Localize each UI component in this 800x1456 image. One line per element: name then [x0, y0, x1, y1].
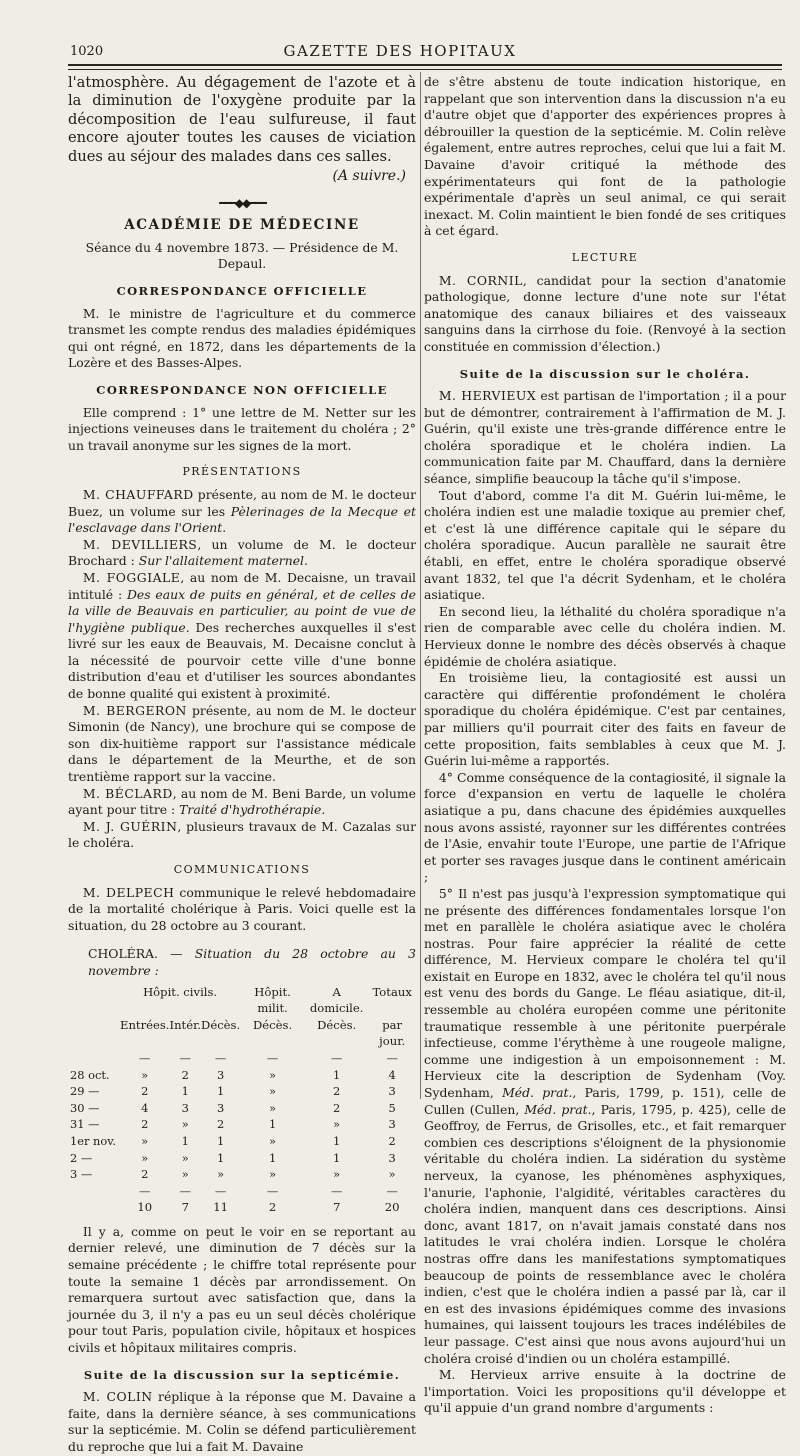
- table-cell: 2: [141, 1117, 149, 1132]
- table-total-cell: 7: [181, 1200, 189, 1215]
- presentation-foggiale: M. FOGGIALE, au nom de M. Decaisne, un travail intitulé : Des eaux de puits en général, et de celles de la ville de Beauvais en particulier, au point de vue de l'hygiène publique. Des recherches auxquelles il s'est livré sur les eaux de Beauvais, M. Decaisne conclut à la nécessité de pourvoir cette ville d'une bonne distribution d'eau et d'utiliser les sources abondantes de bonne qualité qui existent à proximité.: [68, 569, 417, 702]
- corr-officielle-paragraph: M. le ministre de l'agriculture et du commerce transmet les compte rendus des maladies épidémiques qui ont régné, en 1872, dans les départements de la Lozère et des Basses-Alpes.: [68, 305, 416, 371]
- table-cell: »: [141, 1150, 149, 1165]
- table-cell: »: [181, 1150, 189, 1165]
- table-cell: »: [217, 1167, 225, 1182]
- table-cell: —: [266, 1050, 279, 1065]
- paragraph-troisieme-lieu: En troisième lieu, la contagiosité est aussi un caractère qui différentie profondément le choléra sporadique du choléra épidémique. C'est par centaines, par milliers qu'il pourrait citer des faits en faveur de cette proposition, faits semblables à ceux que M. J. Guérin lui-même a rapportés.: [424, 670, 786, 769]
- lecture-heading: LECTURE: [571, 250, 639, 264]
- table-cell: 2: [141, 1084, 149, 1099]
- corr-non-officielle-heading: CORRESPONDANCE NON OFFICIELLE: [96, 382, 388, 397]
- presentation-chauffard: M. CHAUFFARD présente, au nom de M. le docteur Buez, un volume sur les Pèlerinages de la Mecque et l'esclavage dans l'Orient.: [68, 486, 417, 536]
- table-cell: 1: [216, 1084, 225, 1099]
- right-column: [424, 74, 786, 1417]
- seance-line: Séance du 4 novembre 1873. — Présidence de M. Depaul.: [85, 239, 399, 272]
- table-header-cell: Décès.: [253, 1017, 293, 1032]
- table-row: [68, 1150, 416, 1167]
- table-date-cell: 28 oct.: [70, 1067, 110, 1082]
- table-cell: —: [214, 1183, 227, 1198]
- table-cell: 3: [388, 1150, 396, 1165]
- speaker-name: M. CHAUFFARD: [82, 486, 194, 502]
- table-cell: 1: [181, 1133, 189, 1148]
- speaker-name: M. DEVILLIERS: [82, 536, 198, 552]
- table-cell: 1: [333, 1067, 341, 1082]
- table-total-cell: 7: [332, 1200, 341, 1215]
- speaker-name: M. CORNIL: [438, 272, 523, 288]
- table-cell: »: [333, 1167, 341, 1182]
- table-date-cell: 31 —: [70, 1117, 100, 1132]
- table-cell: —: [266, 1183, 279, 1198]
- table-cell: —: [214, 1050, 227, 1065]
- table-cell: 2: [333, 1100, 341, 1115]
- table-subheader-row: [68, 1017, 416, 1050]
- paragraph-final: M. Hervieux arrive ensuite à la doctrine de l'importation. Voici les propositions qu'il développe et qu'il appuie d'un grand nombre d'arguments :: [424, 1367, 786, 1416]
- table-cell: —: [139, 1050, 151, 1065]
- paragraph-second-lieu: En second lieu, la léthalité du choléra sporadique n'a rien de comparable avec celle du choléra indien. M. Hervieux donne le nombre des décès observés à chaque épidémie de choléra asiatique.: [424, 603, 786, 669]
- page-number: 1020: [70, 44, 104, 59]
- table-cell: »: [269, 1084, 277, 1099]
- table-row: [68, 1133, 416, 1150]
- table-cell: [68, 1183, 120, 1200]
- table-cell: 2: [388, 1133, 396, 1148]
- table-cell: 1: [268, 1117, 277, 1132]
- academie-heading: ACADÉMIE DE MÉDECINE: [124, 217, 360, 234]
- table-header-cell: Intér.: [169, 1017, 202, 1032]
- table-cell: »: [141, 1067, 149, 1082]
- table-cell: »: [269, 1167, 277, 1182]
- table-cell: —: [179, 1183, 191, 1198]
- colin-paragraph: M. COLIN réplique à la réponse que M. Davaine a faite, dans la dernière séance, à ses communications sur la septicémie. M. Colin se défend particulièrement du reproche que lui a fait M. Davaine: [68, 1389, 416, 1454]
- hervieux-paragraph: M. HERVIEUX est partisan de l'importation ; il a pour but de démontrer, contrairement à l'affirmation de M. J. Guérin, qu'il existe une très-grande différence entre le choléra sporadique et le choléra indien. La communication faite par M. Chauffard, dans la dernière séance, simplifie beaucoup la tâche qu'il s'impose.: [424, 388, 786, 487]
- table-cell: »: [269, 1067, 277, 1082]
- cornil-paragraph: M. CORNIL, candidat pour la section d'anatomie pathologique, donne lecture d'une note sur l'état anatomique des canaux biliaires et des vaisseaux sanguins dans la cirrhose du foie. (Renvoyé à la section constituée en commission d'élection.): [424, 272, 787, 354]
- presentations-heading: PRÉSENTATIONS: [182, 465, 302, 479]
- table-header-cell: Décès.: [317, 1017, 357, 1032]
- table-row: [68, 1083, 416, 1100]
- table-header-cell: [68, 1017, 120, 1050]
- table-cell: »: [141, 1133, 149, 1148]
- table-header-cell: Décès.: [201, 1017, 241, 1032]
- journal-title: GAZETTE DES HOPITAUX: [283, 42, 517, 60]
- table-header-cell: Entrées.: [120, 1017, 170, 1032]
- table-header-cell: Totaux: [372, 984, 412, 999]
- table-caption: CHOLÉRA. — Situation du 28 octobre au 3 novembre :: [88, 946, 416, 978]
- cholera-discussion-heading: Suite de la discussion sur le choléra.: [459, 366, 751, 381]
- table-cell: 2: [181, 1067, 189, 1082]
- colin-continuation: de s'être abstenu de toute indication historique, en rappelant que son intervention dans la discussion n'a eu d'autre objet que d'apporter des expériences propres à débrouiller la question de la septicémie. M. Colin relève également, entre autres reproches, celui que lui a fait M. Davaine d'avoir critiqué la méthode des expérimentateurs qui font de la pathologie expérimentale d'après un seul animal, ce qui serait inexact. M. Colin maintient le bien fondé de ses critiques à cet égard.: [424, 74, 786, 239]
- table-cell: »: [388, 1167, 396, 1182]
- speaker-name: M. COLIN: [82, 1389, 153, 1405]
- table-total-cell: 2: [268, 1200, 277, 1215]
- table-cell: —: [179, 1050, 191, 1065]
- column-divider: [420, 72, 421, 1099]
- corr-officielle-heading: CORRESPONDANCE OFFICIELLE: [116, 284, 368, 298]
- table-cell: —: [386, 1050, 398, 1065]
- table-cell: —: [139, 1183, 151, 1198]
- corr-non-officielle-paragraph: Elle comprend : 1° une lettre de M. Netter sur les injections veineuses dans le traitement du choléra ; 2° un travail anonyme sur les signes de la mort.: [68, 404, 416, 453]
- communications-heading: COMMUNICATIONS: [173, 863, 311, 876]
- table-date-cell: 1er nov.: [70, 1133, 116, 1148]
- table-group-header-row: [68, 984, 416, 1017]
- intro-paragraph: l'atmosphère. Au dégagement de l'azote et à la diminution de l'oxygène produite par la décomposition de l'eau sulfureuse, il faut encore ajouter toutes les causes de viciation dues au séjour des malades dans ces salles.: [68, 74, 416, 165]
- presentation-beclard: M. BÉCLARD, au nom de M. Beni Barde, un volume ayant pour titre : Traité d'hydrothérapie.: [68, 785, 416, 818]
- table-date-cell: 29 —: [70, 1084, 100, 1099]
- table-cell: 2: [141, 1167, 149, 1182]
- table-cell: 2: [216, 1117, 225, 1132]
- table-row: [68, 1116, 416, 1133]
- table-header-cell: par jour.: [379, 1017, 406, 1049]
- table-total-cell: 11: [213, 1200, 228, 1215]
- table-total-cell: 10: [137, 1200, 153, 1215]
- septicemie-heading: Suite de la discussion sur la septicémie.: [83, 1367, 401, 1382]
- table-header-cell: Hôpit. civils.: [143, 984, 218, 999]
- table-cell: 1: [216, 1133, 225, 1148]
- header-rule: [68, 64, 782, 70]
- paragraph-point-5: 5° Il n'est pas jusqu'à l'expression symptomatique qui ne présente des différences fondamentales lorsque l'on met en parallèle le choléra asiatique avec le choléra nostras. Pour faire apprécier la réalité de cette différence, M. Hervieux compare le choléra tel qu'il existait en Europe en 1832, avec le choléra tel qu'il nous est venu des bords du Gange. Le fléau asiatique, dit-il, ressemble au choléra européen comme une péritonite traumatique ressemble à une péritonite puerpérale infectieuse, comme l'érythème à une rougeole maligne, comme une indigestion à un empoisonnement : M. Hervieux cite la description de Sydenham (Voy. Sydenham, Méd. prat., Paris, 1799, p. 151), celle de Cullen (Cullen, Méd. prat., Paris, 1795, p. 425), celle de Geoffroy, de Ferrus, de Grisolles, etc., et fait remarquer combien ces descriptions s'éloignent de la physionomie véritable du choléra indien. La sidération du système nerveux, la cyanose, les phénomènes asphyxiques, l'anurie, l'aphonie, l'algidité, véritables caractères du choléra indien, manquent dans ces descriptions. Ainsi donc, avant 1817, on n'avait jamais constaté dans nos latitudes le vrai choléra indien. Lorsque le choléra nostras offre dans les manifestations symptomatiques beaucoup de points de ressemblance avec le choléra indien, c'est que le choléra indien a passé par là, car il en est des invasions épidémiques comme des invasions humaines, qui laissent toujours les traces indélébiles de leur passage. C'est ainsi que nous avons aujourd'hui un choléra croisé d'indien ou un choléra estampillé.: [424, 885, 786, 1366]
- table-date-cell: 30 —: [70, 1100, 100, 1115]
- paragraph-tout-abord: Tout d'abord, comme l'a dit M. Guérin lui-même, le choléra indien est une maladie toxique au premier chef, et c'est là une différence capitale qui le sépare du choléra sporadique. Aucun parallèle ne saurait être établi, en effet, entre le choléra sporadique observé avant 1832, tel que l'a décrit Sydenham, et le choléra asiatique.: [424, 487, 786, 603]
- speaker-name: M. J. GUÉRIN: [82, 818, 178, 834]
- table-cell: »: [269, 1100, 277, 1115]
- table-cell: 1: [181, 1084, 189, 1099]
- after-table-paragraph: Il y a, comme on peut le voir en se reportant au dernier relevé, une diminution de 7 décès sur la semaine précédente ; le chiffre total représente pour toute la semaine 1 décès par arrondissement. On remarquera surtout avec satisfaction que, dans la journée du 3, il n'y a pas eu un seul décès cholérique pour tout Paris, population civile, hôpitaux et hospices civils et hôpitaux militaires compris.: [68, 1223, 416, 1356]
- cholera-statistics-table: [68, 984, 416, 1216]
- table-date-cell: 2 —: [70, 1150, 93, 1165]
- table-cell: 1: [268, 1150, 277, 1165]
- table-cell: 5: [388, 1100, 396, 1115]
- table-cell: 4: [141, 1100, 149, 1115]
- table-date-cell: 3 —: [70, 1167, 93, 1182]
- table-dash-row: [68, 1050, 416, 1067]
- table-cell: 1: [216, 1150, 225, 1165]
- table-cell: »: [333, 1117, 341, 1132]
- table-totals-row: [68, 1199, 416, 1216]
- table-cell: »: [181, 1117, 189, 1132]
- presentation-devilliers: M. DEVILLIERS, un volume de M. le docteur Brochard : Sur l'allaitement maternel.: [68, 536, 417, 569]
- table-row: [68, 1100, 416, 1117]
- table-cell: »: [181, 1167, 189, 1182]
- table-header-cell: Hôpit. milit.: [254, 984, 291, 1016]
- table-cell: [68, 1199, 120, 1216]
- table-cell: —: [386, 1183, 398, 1198]
- table-row: [68, 1166, 416, 1183]
- to-be-continued: (A suivre.): [332, 168, 406, 185]
- paragraph-point-4: 4° Comme conséquence de la contagiosité, il signale la force d'expansion en vertu de laquelle le choléra asiatique a pu, dans chacune des épidémies auxquelles nous avons assisté, rayonner sur les différentes contrées de l'Asie, envahir toute l'Europe, une partie de l'Afrique et porter ses ravages jusque dans le continent américain ;: [424, 769, 786, 885]
- table-total-cell: 20: [384, 1200, 400, 1215]
- table-cell: 3: [216, 1067, 225, 1082]
- communication-delpech: M. DELPECH communique le relevé hebdomadaire de la mortalité cholérique à Paris. Voici quelle est la situation, du 28 octobre au 3 courant.: [68, 884, 416, 933]
- speaker-name: M. BÉCLARD: [82, 785, 173, 801]
- table-row: [68, 1067, 416, 1084]
- table-cell: 2: [333, 1084, 341, 1099]
- presentation-guerin: M. J. GUÉRIN, plusieurs travaux de M. Cazalas sur le choléra.: [68, 818, 416, 851]
- speaker-name: M. FOGGIALE: [82, 569, 181, 585]
- presentation-bergeron: M. BERGERON présente, au nom de M. le docteur Simonin (de Nancy), une brochure qui se compose de son dix-huitième rapport sur l'assistance médicale dans le département de la Meurthe, et de son trentième rapport sur la vaccine.: [68, 702, 416, 785]
- table-header-cell: A domicile.: [309, 984, 364, 1016]
- ornament-divider: ━━━◆◆━━━: [219, 195, 265, 210]
- table-cell: 1: [333, 1150, 341, 1165]
- table-header-cell: [68, 984, 120, 1017]
- speaker-name: M. BERGERON: [82, 702, 187, 718]
- speaker-name: M. HERVIEUX: [438, 388, 537, 404]
- table-cell: 3: [388, 1084, 396, 1099]
- table-cell: 3: [216, 1100, 225, 1115]
- table-cell: 3: [181, 1100, 189, 1115]
- table-cell: —: [330, 1050, 343, 1065]
- table-cell: [68, 1050, 120, 1067]
- table-cell: »: [269, 1133, 277, 1148]
- table-cell: 4: [388, 1067, 396, 1082]
- table-cell: 1: [333, 1133, 341, 1148]
- left-column: [68, 74, 416, 1456]
- table-cell: 3: [388, 1117, 396, 1132]
- table-cell: —: [330, 1183, 343, 1198]
- table-dash-row: [68, 1183, 416, 1200]
- speaker-name: M. DELPECH: [82, 884, 175, 900]
